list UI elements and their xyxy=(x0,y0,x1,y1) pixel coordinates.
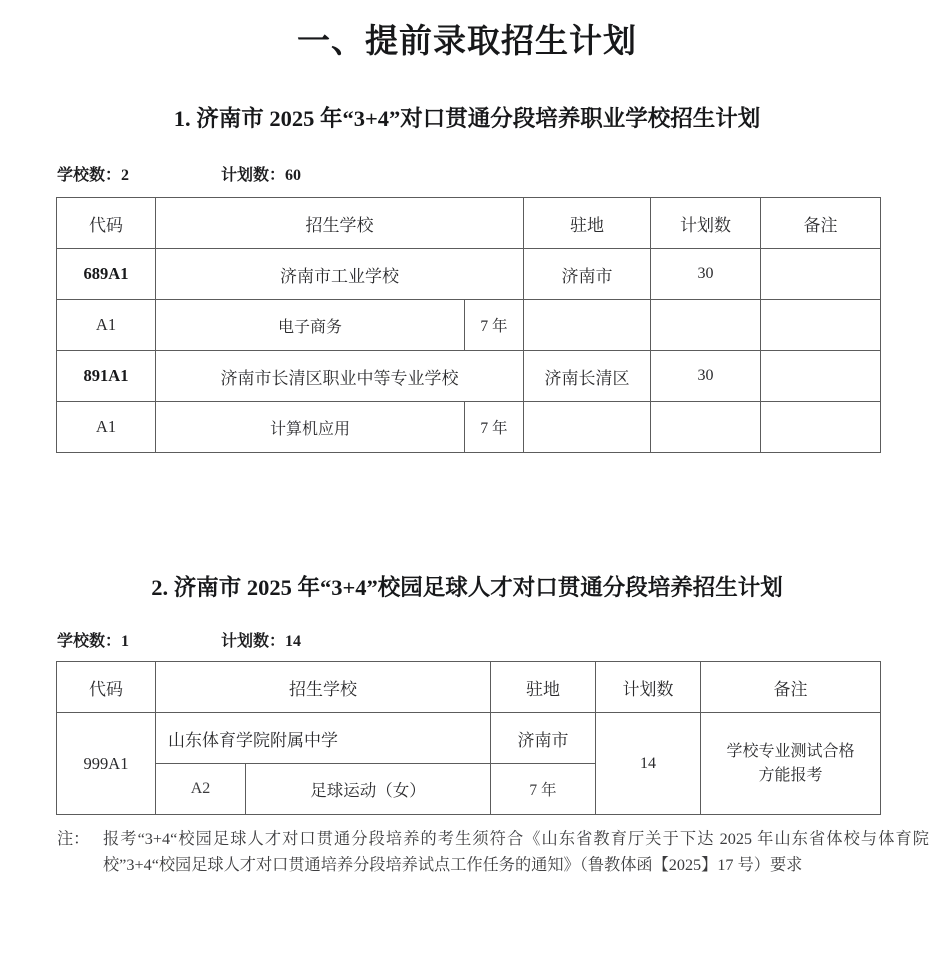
header-plan: 计划数 xyxy=(651,198,761,249)
section-2-plan-count: 计划数：14 xyxy=(221,633,302,650)
footnote-text: 报考“3+4“校园足球人才对口贯通分段培养的考生须符合《山东省教育厅关于下达 2025 年山东省体校与体育院校”3+4“校园足球人才对口贯通培养分段培养试点工作任务的通知》（鲁教体函【2025】17 号）要求 xyxy=(103,830,929,875)
major-code: A2 xyxy=(156,764,246,815)
row-remark xyxy=(701,713,881,815)
row-location: 济南长清区 xyxy=(524,351,651,402)
row-remark-line-1: 学校专业测试合格 xyxy=(726,743,855,761)
header-school: 招生学校 xyxy=(156,662,491,713)
table-row xyxy=(57,402,881,453)
table-row xyxy=(57,351,881,402)
major-name: 计算机应用 xyxy=(156,402,465,453)
table-row xyxy=(57,713,881,764)
row-school-name: 济南市工业学校 xyxy=(156,249,524,300)
header-remark: 备注 xyxy=(761,198,881,249)
major-plan-empty xyxy=(651,402,761,453)
row-school-name: 济南市长清区职业中等专业学校 xyxy=(156,351,524,402)
row-remark xyxy=(761,351,881,402)
footnote xyxy=(57,826,929,878)
major-code: A1 xyxy=(57,300,156,351)
header-code: 代码 xyxy=(57,198,156,249)
header-code: 代码 xyxy=(57,662,156,713)
row-location: 济南市 xyxy=(491,713,596,764)
footnote-label: 注： xyxy=(57,830,90,848)
section-1-plan-count: 计划数：60 xyxy=(221,167,302,184)
major-years: 7 年 xyxy=(465,300,524,351)
row-location: 济南市 xyxy=(524,249,651,300)
row-school-name: 山东体育学院附属中学 xyxy=(156,713,491,764)
section-1-stats xyxy=(57,162,301,185)
section-2-heading: 2. 济南市 2025 年“3+4”校园足球人才对口贯通分段培养招生计划 xyxy=(151,575,783,600)
table-header-row xyxy=(57,198,881,249)
header-plan: 计划数 xyxy=(596,662,701,713)
table-row xyxy=(57,249,881,300)
section-1-heading: 1. 济南市 2025 年“3+4”对口贯通分段培养职业学校招生计划 xyxy=(173,106,761,131)
major-remark-empty xyxy=(761,300,881,351)
table-header-row xyxy=(57,662,881,713)
section-1-school-count: 学校数：2 xyxy=(57,167,130,184)
header-location: 驻地 xyxy=(524,198,651,249)
major-location-empty xyxy=(524,300,651,351)
admission-plan-table-1 xyxy=(56,197,881,453)
header-school: 招生学校 xyxy=(156,198,524,249)
major-code: A1 xyxy=(57,402,156,453)
major-name: 电子商务 xyxy=(156,300,465,351)
major-years: 7 年 xyxy=(465,402,524,453)
header-location: 驻地 xyxy=(491,662,596,713)
row-plan: 14 xyxy=(596,713,701,815)
row-remark-line-2: 方能报考 xyxy=(758,766,823,784)
row-remark xyxy=(761,249,881,300)
row-code: 891A1 xyxy=(57,351,156,402)
section-2-school-count: 学校数：1 xyxy=(57,633,130,650)
page-title: 一、提前录取招生计划 xyxy=(297,24,637,60)
major-plan-empty xyxy=(651,300,761,351)
row-plan: 30 xyxy=(651,351,761,402)
section-2-stats xyxy=(57,628,301,651)
row-code: 689A1 xyxy=(57,249,156,300)
header-remark: 备注 xyxy=(701,662,881,713)
table-row xyxy=(57,300,881,351)
major-years: 7 年 xyxy=(491,764,596,815)
major-remark-empty xyxy=(761,402,881,453)
admission-plan-table-2 xyxy=(56,661,881,815)
major-name: 足球运动（女） xyxy=(246,764,491,815)
major-location-empty xyxy=(524,402,651,453)
row-plan: 30 xyxy=(651,249,761,300)
row-code: 999A1 xyxy=(57,713,156,815)
